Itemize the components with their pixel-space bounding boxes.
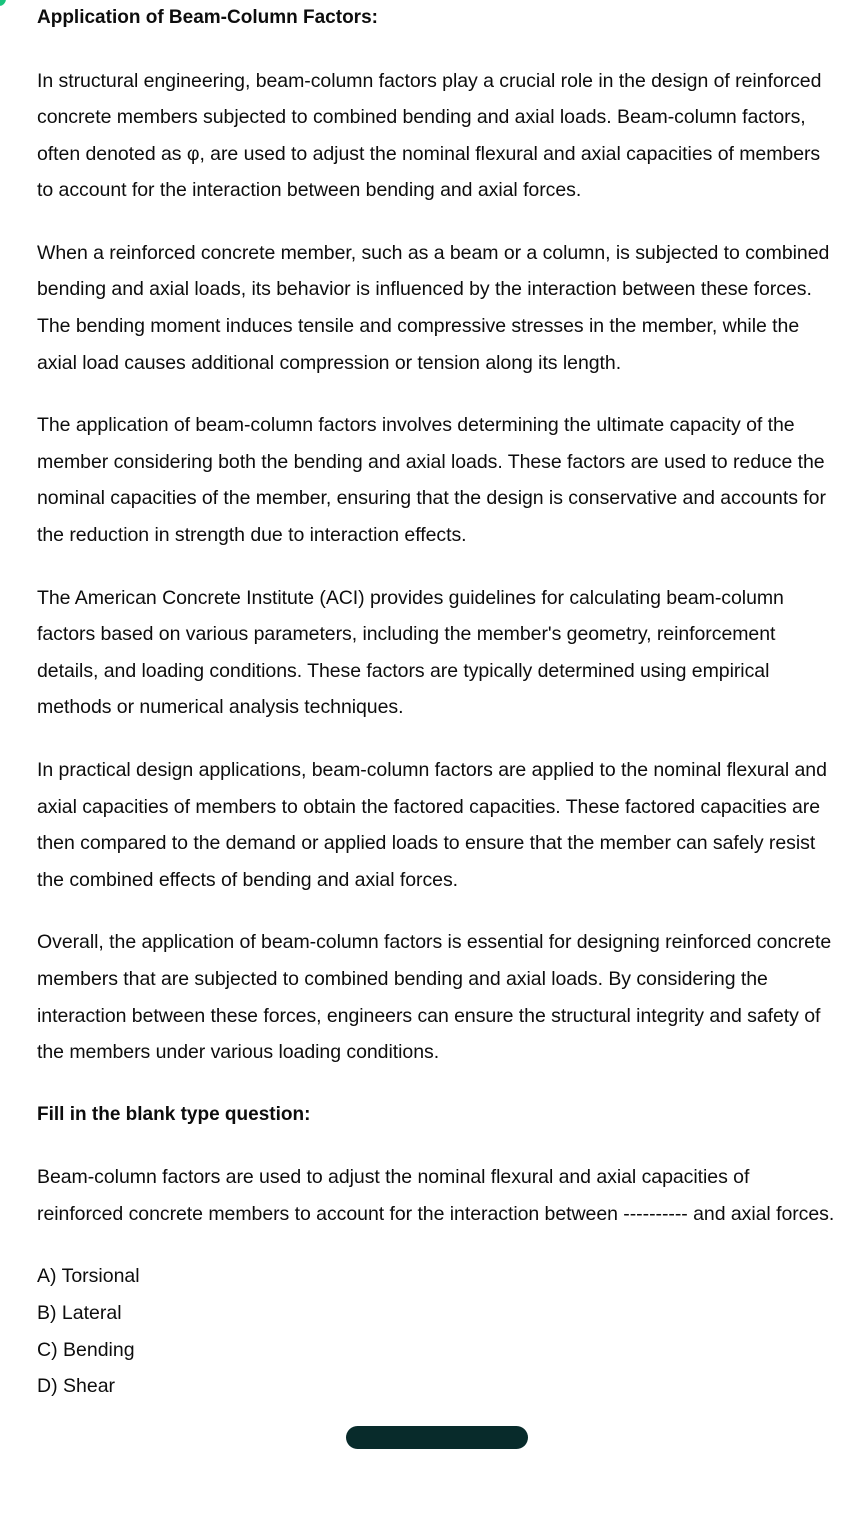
paragraph-1: In structural engineering, beam-column factors play a crucial role in the design of reinforced concrete members subjected to combined bending and axial loads. Beam-column factors, often denoted as φ, are used to adjust the nominal flexural and axial capacities of members to account for the interaction between bending and axial forces.	[37, 69, 822, 202]
option-d: D) Shear	[37, 1375, 116, 1398]
question-text: Beam-column factors are used to adjust the nominal flexural and axial capacities of reinforced concrete members to account for the interaction between ---------- and axial forces.	[37, 1166, 835, 1225]
redaction-mark	[346, 1426, 528, 1449]
option-c: C) Bending	[37, 1338, 135, 1361]
section-heading: Application of Beam-Column Factors:	[37, 7, 378, 28]
answer-options	[37, 1258, 837, 1404]
option-b: B) Lateral	[37, 1302, 122, 1325]
paragraph-5: In practical design applications, beam-column factors are applied to the nominal flexural and axial capacities of members to obtain the factored capacities. These factored capacities are then compared to the demand or applied loads to ensure that the member can safely resist the combined effects of bending and axial forces.	[37, 759, 827, 891]
paragraph-6: Overall, the application of beam-column factors is essential for designing reinforced concrete members that are subjected to combined bending and axial loads. By considering the interaction between these forces, engineers can ensure the structural integrity and safety of the members under various loading conditions.	[37, 931, 832, 1064]
assistant-avatar-icon	[0, 0, 6, 6]
paragraph-3: The application of beam-column factors involves determining the ultimate capacity of the member considering both the bending and axial loads. These factors are used to reduce the nominal capacities of the member, ensuring that the design is conservative and accounts for the reduction in strength due to interaction effects.	[37, 414, 826, 547]
paragraph-2: When a reinforced concrete member, such as a beam or a column, is subjected to combined bending and axial loads, its behavior is influenced by the interaction between these forces. The bending moment induces tensile and compressive stresses in the member, while the axial load causes additional compression or tension along its length.	[37, 241, 830, 374]
question-heading: Fill in the blank type question:	[37, 1103, 311, 1125]
message-content	[37, 0, 837, 1405]
option-a: A) Torsional	[37, 1265, 140, 1288]
paragraph-4: The American Concrete Institute (ACI) provides guidelines for calculating beam-column factors based on various parameters, including the member's geometry, reinforcement details, and loading conditions. These factors are typically determined using empirical methods or numerical analysis techniques.	[37, 586, 784, 719]
